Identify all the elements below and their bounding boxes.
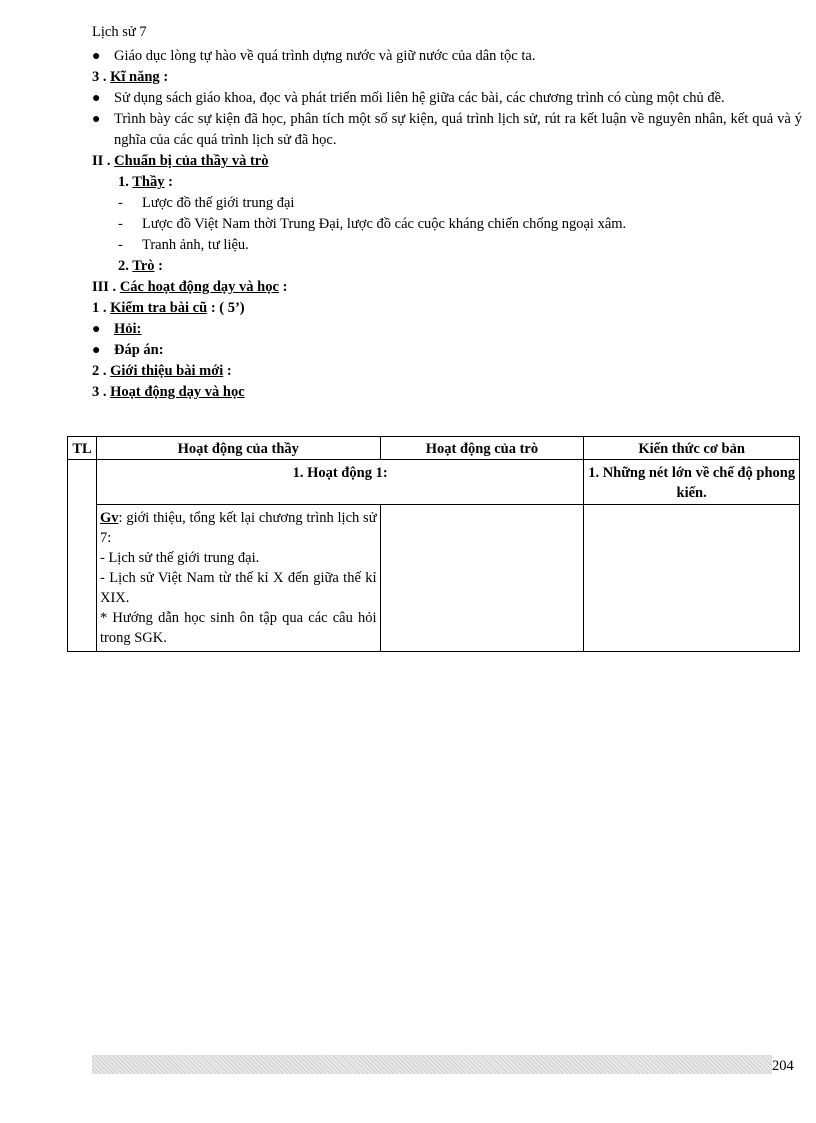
answer-item: ● Đáp án: [92, 340, 802, 361]
bullet-icon: ● [92, 49, 101, 64]
tl-cell [68, 460, 97, 652]
table-header-row [68, 437, 800, 460]
teacher-heading: 1. Thầy : [118, 174, 173, 190]
bullet-icon: ● [92, 112, 101, 127]
col-header-tl: TL [68, 437, 97, 460]
section-2-heading: II . Chuẩn bị của thầy và trò [92, 153, 269, 169]
bullet-item: ● Trình bày các sự kiện đã học, phân tích một số sự kiện, quá trình lịch sử, rút ra kết luận về nguyên nhân, kết quả và ý nghĩa của các quá trình lịch sử đã học. [92, 111, 802, 148]
section-3-heading: III . Các hoạt động dạy và học : [92, 279, 288, 295]
teaching-activities-heading: 3 . Hoạt động dạy và học [92, 384, 245, 400]
teacher-item: - Tranh ảnh, tư liệu. [118, 237, 249, 253]
bullet-icon: ● [92, 343, 101, 358]
table-row [68, 505, 800, 652]
student-activity-cell [380, 505, 584, 652]
teacher-item: - Lược đồ Việt Nam thời Trung Đại, lược đồ các cuộc kháng chiến chống ngoại xâm. [118, 216, 627, 232]
knowledge-cell [584, 505, 800, 652]
student-heading: 2. Trò : [118, 258, 163, 274]
lesson-content [92, 46, 802, 403]
col-header-knowledge: Kiến thức cơ bản [584, 437, 800, 460]
footer-bar [92, 1055, 772, 1074]
check-old-lesson-heading: 1 . Kiểm tra bài cũ : ( 5’) [92, 300, 245, 316]
bullet-item: ● Giáo dục lòng tự hào về quá trình dựng nước và giữ nước của dân tộc ta. [92, 46, 802, 67]
page-header-subject: Lịch sử 7 [92, 24, 147, 40]
teacher-item: - Lược đồ thế giới trung đại [118, 195, 295, 211]
activity-1-cell: 1. Hoạt động 1: [96, 460, 583, 505]
bullet-icon: ● [92, 91, 101, 106]
col-header-student: Hoạt động của trò [380, 437, 584, 460]
page-number: 204 [772, 1058, 794, 1074]
bullet-item: ● Sử dụng sách giáo khoa, đọc và phát triển mối liên hệ giữa các bài, các chương trình có cùng một chủ đề. [92, 88, 802, 109]
new-lesson-intro-heading: 2 . Giới thiệu bài mới : [92, 363, 232, 379]
table-row [68, 460, 800, 505]
skills-heading: 3 . Kĩ năng : [92, 69, 169, 85]
teacher-activity-cell: Gv: giới thiệu, tổng kết lại chương trình lịch sử 7: - Lịch sử thế giới trung đại. - Lịch sử Việt Nam từ thế kỉ X đến giữa thế kỉ XIX. * Hướng dẫn học sinh ôn tập qua các câu hỏi trong SGK. [96, 505, 380, 652]
bullet-icon: ● [92, 322, 101, 337]
ask-item: ● Hỏi: [92, 319, 802, 340]
col-header-teacher: Hoạt động của thầy [96, 437, 380, 460]
knowledge-1-cell: 1. Những nét lớn về chế độ phong kiến. [584, 460, 800, 505]
activity-table [67, 436, 800, 652]
